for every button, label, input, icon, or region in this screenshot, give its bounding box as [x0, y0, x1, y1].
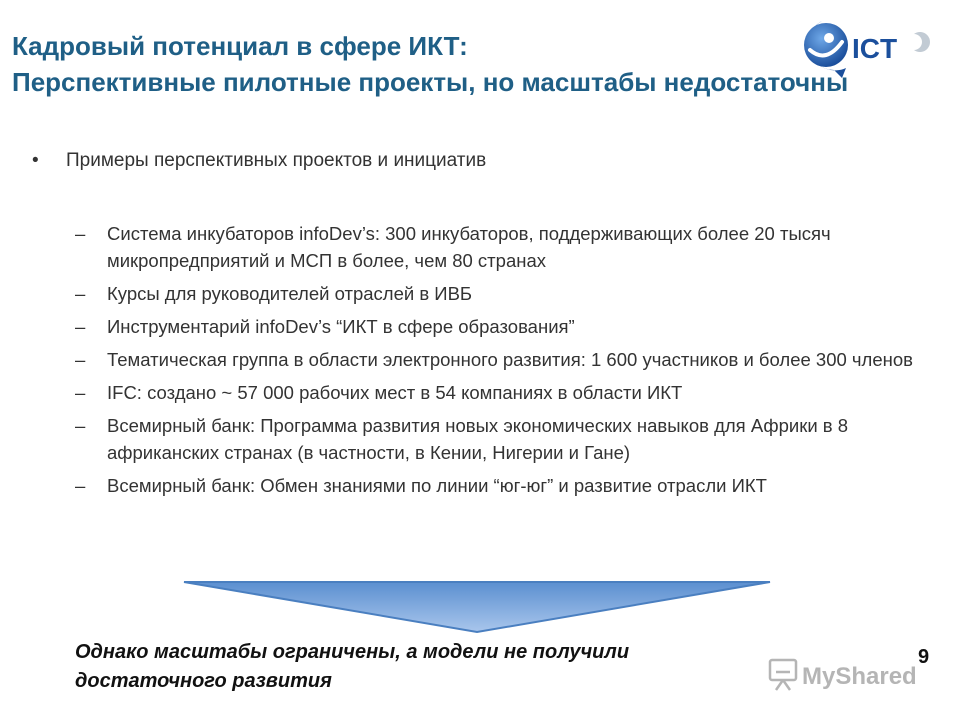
list-item-text: Инструментарий infoDev’s “ИКТ в сфере образования”	[107, 316, 575, 337]
conclusion-text: Однако масштабы ограничены, а модели не получили достаточного развития	[75, 641, 630, 692]
main-bullet-text: Примеры перспективных проектов и инициатив	[66, 150, 487, 171]
sub-items-list	[75, 220, 950, 505]
list-item-text: Всемирный банк: Программа развития новых экономических навыков для Африки в 8 африканских странах (в частности, в Кении, Нигерии и Гане)	[107, 415, 849, 463]
dash-marker: –	[75, 415, 86, 436]
slide-title	[12, 28, 912, 100]
list-item-text: IFC: создано ~ 57 000 рабочих мест в 54 компаниях в области ИКТ	[107, 382, 683, 403]
dash-marker: –	[75, 316, 86, 337]
ict-logo	[796, 12, 946, 90]
dash-marker: –	[75, 382, 86, 403]
page-number: 9	[918, 646, 930, 668]
presentation-board-icon	[770, 660, 796, 690]
bullet-marker: •	[32, 150, 39, 171]
list-item-text: Система инкубаторов infoDev’s: 300 инкубаторов, поддерживающих более 20 тысяч микропредприятий и МСП в более, чем 80 странах	[107, 223, 831, 271]
list-item-text: Тематическая группа в области электронного развития: 1 600 участников и более 300 членов	[107, 349, 913, 370]
logo-text: ICT	[852, 33, 898, 64]
myshared-watermark	[766, 654, 936, 694]
dash-marker: –	[75, 223, 86, 244]
dash-marker: –	[75, 349, 86, 370]
down-arrow-shape	[182, 578, 772, 634]
dash-marker: –	[75, 475, 86, 496]
list-item	[75, 472, 950, 499]
list-item-text: Курсы для руководителей отраслей в ИВБ	[107, 283, 473, 304]
list-item	[75, 313, 950, 340]
list-item	[75, 280, 950, 307]
slide-title-line-1: Кадровый потенциал в сфере ИКТ:	[12, 31, 468, 61]
globe-icon	[804, 20, 848, 78]
slide-title-line-2: Перспективные пилотные проекты, но масштабы недостаточны	[12, 67, 849, 97]
dash-marker: –	[75, 283, 86, 304]
list-item	[75, 346, 950, 373]
list-item	[75, 220, 950, 274]
watermark-text: MyShared	[802, 663, 917, 690]
list-item-text: Всемирный банк: Обмен знаниями по линии “юг-юг” и развитие отрасли ИКТ	[107, 475, 767, 496]
list-item	[75, 412, 950, 466]
list-item	[75, 379, 950, 406]
